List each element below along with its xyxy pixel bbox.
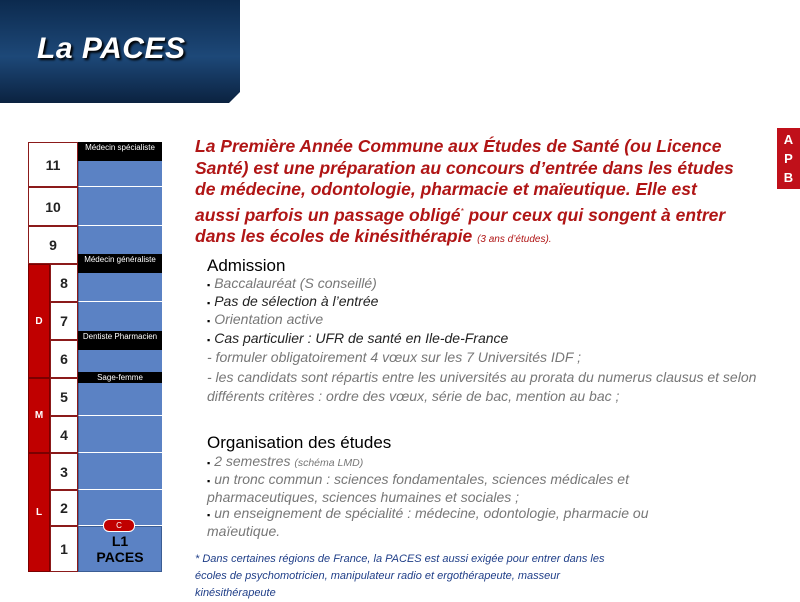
l1-paces-block	[78, 526, 162, 572]
year-block	[78, 187, 162, 226]
apb-badge	[777, 128, 800, 189]
admission-item: ▪ Baccalauréat (S conseillé)	[207, 275, 378, 293]
admission-item: ▪ Pas de sélection à l’entrée	[207, 293, 378, 311]
year-3: 3	[50, 453, 78, 490]
year-2: 2	[50, 490, 78, 526]
admission-item: ▪ Orientation active	[207, 311, 378, 329]
year-9: 9	[28, 226, 78, 264]
intro-paragraph	[195, 136, 745, 250]
label-dentiste-pharmacien: Dentiste Pharmacien	[78, 331, 162, 350]
organisation-heading: Organisation des études	[207, 433, 392, 452]
label-sage-femme: Sage-femme	[78, 372, 162, 383]
cycle-d: D	[28, 264, 50, 378]
organisation-item: ▪ un tronc commun : sciences fondamentales, sciences médicales et pharmaceutiques, sciences humaines et sociales ;	[207, 471, 707, 505]
year-8: 8	[50, 264, 78, 302]
study-years-diagram	[28, 142, 162, 572]
apb-letter-a: A	[783, 132, 794, 147]
apb-letter-b: B	[783, 170, 794, 185]
organisation-item	[207, 453, 707, 471]
year-10: 10	[28, 187, 78, 226]
year-block	[78, 378, 162, 416]
l1-label: L1	[111, 533, 129, 549]
year-6: 6	[50, 340, 78, 378]
special-case-list	[207, 330, 508, 348]
concours-badge: C	[103, 519, 135, 532]
organisation-list	[207, 453, 707, 539]
cycle-l: L	[28, 453, 50, 572]
special-case-item: ▪ Cas particulier : UFR de santé en Ile-de-France	[207, 330, 508, 348]
intro-text: La Première Année Commune aux Études de Santé (ou Licence Santé) est une préparation au concours d’entrée dans les études de médecine, odontologie, pharmacie et maïeutique. Elle est aussi parfois un passage obligé	[195, 136, 734, 225]
cycle-m: M	[28, 378, 50, 453]
intro-star: *	[460, 206, 464, 216]
year-7: 7	[50, 302, 78, 340]
admission-list	[207, 275, 378, 329]
organisation-item: ▪ un enseignement de spécialité : médecine, odontologie, pharmacie ou maïeutique.	[207, 505, 707, 539]
special-case-line: - formuler obligatoirement 4 vœux sur les 7 Universités IDF ;	[207, 349, 581, 365]
admission-heading: Admission	[207, 256, 286, 275]
special-case-details	[207, 348, 767, 407]
footnote: * Dans certaines régions de France, la PACES est aussi exigée pour entrer dans les écoles de psychomotricien, manipulateur radio et ergothérapeute, masseur kinésithérapeute	[195, 553, 605, 599]
year-block	[78, 416, 162, 453]
year-11: 11	[28, 142, 78, 187]
paces-label: PACES	[96, 549, 144, 565]
year-4: 4	[50, 416, 78, 453]
year-1: 1	[50, 526, 78, 572]
special-case-line: - les candidats sont répartis entre les universités au prorata du numerus clausus et selon différents critères : ordre des vœux, série de bac, mention au bac ;	[207, 368, 757, 404]
apb-letter-p: P	[784, 151, 793, 166]
intro-text-2: pour ceux qui songent à entrer dans les écoles de kinésithérapie	[195, 204, 726, 246]
organisation-item-text: 2 semestres	[214, 453, 295, 469]
label-medecin-specialiste: Médecin spécialiste	[78, 142, 162, 161]
label-medecin-generaliste: Médecin généraliste	[78, 254, 162, 273]
page-title: La PACES	[37, 32, 186, 65]
year-5: 5	[50, 378, 78, 416]
intro-duration: (3 ans d’études).	[477, 233, 552, 245]
organisation-item-note: (schéma LMD)	[294, 457, 364, 469]
year-block	[78, 453, 162, 490]
